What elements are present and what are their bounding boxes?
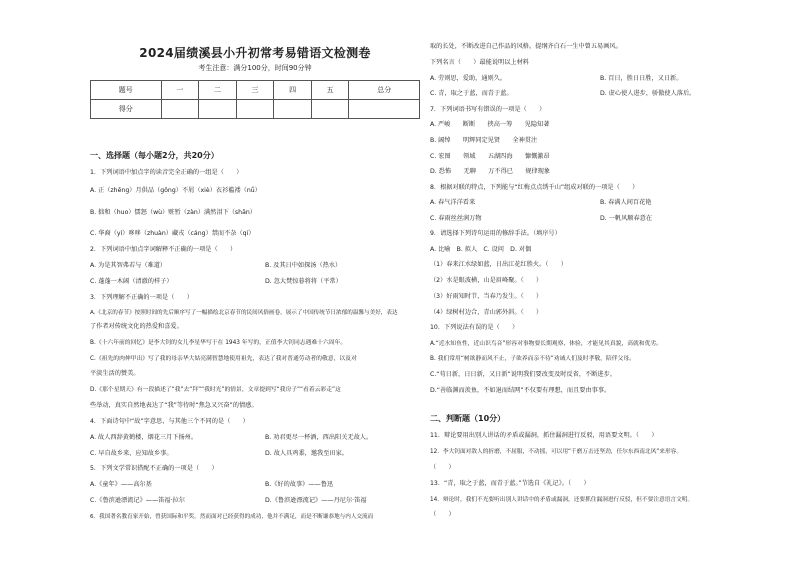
option-text: C. 早自故乡来，应知故乡事。: [90, 450, 173, 457]
question-text: 2．下列词语中加点字词解释不正确的一项是（ ）: [90, 246, 237, 253]
option-text: A. 春气洋洋看来: [430, 199, 476, 206]
option-text: （4）绿树村边合，青山郭外斜。（ ）: [430, 309, 543, 316]
option-text: C. 华裔（yí）哆哆（zhuàn）藏戎（cáng）禁而不杂（qí）: [90, 230, 255, 237]
score-header-cell: 二: [199, 81, 237, 100]
option-text: A. 故人西辞黄鹤楼，烟花三月下扬州。: [90, 434, 198, 441]
option-text: D.“善临渊而羡鱼，不如退而结网”不仅要有理想，而且要由事事。: [430, 387, 611, 394]
option-text: （3）好雨知时节，当春乃发生。（ ）: [430, 293, 543, 300]
option-text: C. 蓬蓬一木阔（清澈的样子）: [90, 278, 173, 285]
option-text: B. 拙和（huo）懦怒（wù）赃暂（zàn）满然泪下（shān）: [90, 209, 256, 216]
question-text: 取的长处，不断改进自己作品的风格。提纲齐白石一生中曾五易画风。: [430, 43, 622, 50]
option-text: B. 及其日中如探汤（热水）: [265, 262, 342, 269]
option-text: B. 我们常用“树欲静而风不止，子欲养而亲不待”劝诫人们及时孝敬，陪伴父母。: [430, 356, 635, 362]
score-header-cell: 三: [236, 81, 274, 100]
question-text: 9．请选择下列诗句运用的修辞手法。（填序号）: [430, 230, 561, 237]
question-text: 6．我国著名教育家开始，曾获国际和平奖。然而面对已经获得的成功，他并不满足，而是不断谦恭地与内人交流而: [90, 514, 374, 520]
option-text: D.《那个星期天》有一段描述了“我”去“拜”“我时光”的情景，文章提到写“我房子”“看着云彩走”这: [90, 387, 341, 393]
question-text: 5．下列文学常识搭配不正确的一项是（ ）: [90, 465, 218, 472]
option-text: B.《十六年前的回忆》是李大钊的女儿李星华写于在 1943 年写的，正值李大钊同志遇难十六周年。: [90, 340, 347, 346]
score-header-cell: 一: [161, 81, 199, 100]
score-table-header-row: [91, 81, 420, 100]
question-text: （ ）: [430, 464, 455, 471]
option-text: A. 比喻 B. 拟人 C. 设问 D. 对偶: [430, 246, 532, 253]
option-text: （2）水是眼波横，山是眉峰聚。（ ）: [430, 277, 543, 284]
question-text: （ ）: [430, 511, 455, 518]
question-text: 4．下面诗句中“故”字意思，与其他三个不同的是（ ）: [90, 418, 249, 425]
option-text: A.《北京的春节》按照时间的先后顺序写了一幅描绘北京春节的民间风俗画卷，展示了中国传统节日浓郁的温馨与美好，表达: [90, 310, 398, 316]
option-text: A. 正（zhēng）月供品（gōng）不屑（xiè）衣衫褴褛（nǚ）: [90, 187, 261, 194]
option-text: B. 百日，胜日日胜，又日新。: [600, 75, 683, 82]
score-input-cell[interactable]: [236, 100, 274, 119]
score-table-score-row: [91, 100, 420, 119]
question-text: 8．根据对联的特点，下列能与“红梅点点绣千山”组成对联的一项是（ ）: [430, 184, 639, 191]
question-text: 3．下列理解不正确的一项是（ ）: [90, 294, 193, 301]
option-text: D. 故人具鸡黍，邀我至田家。: [265, 450, 348, 457]
score-header-cell: 总分: [349, 81, 420, 100]
option-text: 平淡生活的赞美。: [90, 370, 140, 377]
option-text: D.《鲁滨逊漂流记》——丹尼尔·笛福: [265, 497, 367, 504]
question-text: 11．辩论要用出别人讲话的矛盾或漏洞，抓住漏洞进行反驳，用语要文明。（ ）: [430, 432, 658, 439]
option-text: B. 劝君更尽一杯酒，西出阳关无故人。: [265, 434, 373, 441]
option-text: （1）春来江水绿如蓝，日出江花红胜火。（ ）: [430, 261, 567, 268]
question-text: 13．“青，取之于蓝，而青于蓝。”节选自《礼记》。（ ）: [430, 480, 590, 487]
option-text: D. 忽大焚惊暮将将（平常）: [265, 278, 342, 285]
score-header-cell: 四: [274, 81, 312, 100]
question-text: 14．辩论时，我们不光要听出别人讲话中的矛盾或漏洞，还要抓住漏洞进行反驳，但不要注意语言文明。: [430, 497, 694, 503]
option-text: A. 为是其智弗若与（难道）: [90, 262, 167, 269]
option-text: D. 恐怖 无聊 万不得已 规律现象: [430, 168, 551, 175]
option-text: C.《鲁滨逊漂流记》——笛福·拉尔: [90, 497, 185, 504]
option-text: C. 宏图 领域 五湖四海 慷慨激昂: [430, 153, 550, 160]
question-text: 1．下列词语中加点字的读音完全正确的一组是（ ）: [90, 169, 243, 176]
option-text: 了作者对传统文化的热爱和喜爱。: [90, 323, 183, 330]
option-text: B. 阔绰 明辉同定见贤 全神贯注: [430, 137, 538, 144]
score-input-cell[interactable]: [274, 100, 312, 119]
option-text: D. 一帆风顺春意在: [600, 215, 653, 222]
option-text: 些举动，真实自然地表达了“我”等待时“焦急又兴奋”的情感。: [90, 402, 258, 409]
score-header-cell: 五: [311, 81, 349, 100]
exam-notice: 考生注意：满分100分，时间90分钟: [198, 64, 312, 72]
option-text: C.“苟日新，日日新，又日新”说明我们要改变及时反省，不断进步。: [430, 371, 616, 378]
question-text: 10．下列说法有误的是（ ）: [430, 324, 519, 331]
exam-title: 2024届绩溪县小升初常考易错语文检测卷: [139, 46, 371, 60]
section-heading-choice: 一、选择题（每小题2分，共20分）: [90, 151, 219, 160]
option-text: A. 劳则思，爱助，通则久。: [430, 75, 507, 82]
option-text: A.《童年》——高尔基: [90, 481, 152, 488]
option-text: A.“近水知鱼性，近山识鸟音”形容对事物要长期观察、体验，才能见其真貌，高就和优劣。: [430, 341, 662, 347]
score-input-cell[interactable]: [349, 100, 420, 119]
option-text: B.《好的故事》——鲁迅: [265, 481, 334, 488]
section-heading-judgement: 二、判断题（10分）: [430, 414, 506, 423]
score-row-label: 得分: [91, 100, 162, 119]
score-input-cell[interactable]: [161, 100, 199, 119]
question-text: 12．李大钊面对敌人的折磨，不屈服，不动摇，可以用“千磨万击还坚劲，任尔东西南北风”来形容。: [430, 449, 683, 455]
score-input-cell[interactable]: [199, 100, 237, 119]
score-table: [90, 80, 420, 119]
option-text: A. 严峻 断断 挟高一筹 见隐知著: [430, 121, 550, 128]
score-header-cell: 题号: [91, 81, 162, 100]
score-input-cell[interactable]: [311, 100, 349, 119]
option-text: C. 春雨丝丝润万物: [430, 215, 482, 222]
option-text: D. 虚心使人进步，骄傲使人落后。: [600, 90, 696, 97]
option-text: C.《祖先的肉伸甲出》写了我的母亲华大姑亮满智慧地使用祖先，表达了我对普通劳动者的敬意，以及对: [90, 356, 357, 362]
question-text: 下列名言（ ）最能说明以上材料: [430, 59, 529, 66]
question-text: 7．下列词语书写有错误的一项是（ ）: [430, 106, 546, 113]
option-text: C. 青，取之于蓝，而青于蓝。: [430, 90, 513, 97]
option-text: B. 春满人间百花艳: [600, 199, 652, 206]
